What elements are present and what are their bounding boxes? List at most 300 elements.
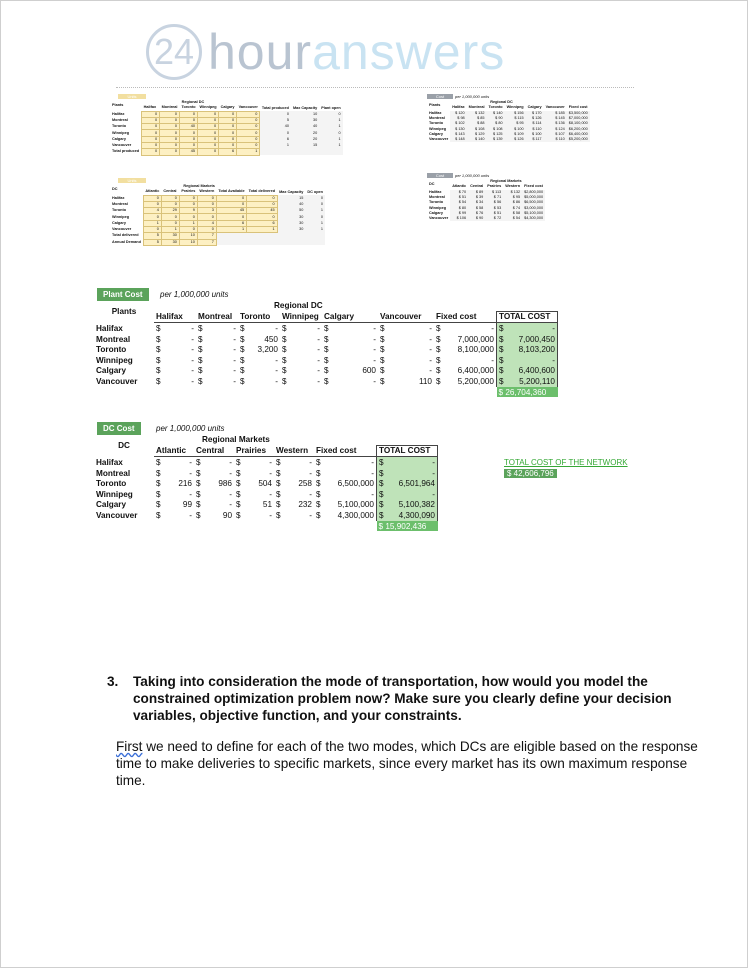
table-row <box>94 468 438 479</box>
table-row <box>94 510 438 521</box>
mini-cell: $4,300,000 <box>524 216 544 221</box>
mini-cell: $ 100 <box>526 132 544 137</box>
mini-cell: 20 <box>291 136 319 142</box>
currency-sign: $ <box>377 468 388 479</box>
mini-cell: 7 <box>197 233 216 239</box>
cost-cell: - <box>191 345 194 355</box>
currency-sign: $ <box>240 355 245 365</box>
mini-cell: $ 108 <box>467 126 487 131</box>
mini-cell: 0 <box>237 117 260 123</box>
mini-cell: $ 117 <box>526 137 544 142</box>
mini-cell: $5,100,000 <box>524 210 544 215</box>
mini-row-label: Calgary <box>429 131 443 136</box>
currency-sign: $ <box>316 489 321 499</box>
currency-sign: $ <box>282 376 287 386</box>
cost-cell: - <box>269 457 272 467</box>
mini-col-header: Central <box>470 184 484 189</box>
mini-cell: $ 129 <box>467 132 487 137</box>
cost-cell: - <box>269 510 272 520</box>
currency-sign: $ <box>276 500 281 510</box>
mini-cell: $ 126 <box>526 116 544 121</box>
mini-cell: 0 <box>179 227 197 233</box>
mini-col-header: Max Capacity <box>292 105 318 110</box>
mini-cell: $5,200,000 <box>568 137 588 142</box>
dc-cost-col-prairies: Prairies <box>234 445 274 457</box>
cost-cell: 7,000,000 <box>457 334 494 344</box>
mini-cell: $ 114 <box>526 121 544 126</box>
currency-sign: $ <box>377 489 388 500</box>
mini-cell: $3,500,000 <box>568 110 588 115</box>
cost-cell: 258 <box>298 479 312 489</box>
currency-sign: $ <box>156 468 161 478</box>
mini-cell: 45 <box>247 208 278 214</box>
mini-cell: 0 <box>237 124 260 130</box>
mini-cell: 0 <box>219 124 237 130</box>
mini-col-header: Vancouver <box>238 105 258 110</box>
cost-cell: 6,400,600 <box>508 366 558 377</box>
cost-cell: - <box>189 489 192 499</box>
cost-cell: - <box>189 457 192 467</box>
mini-cell: $6,500,000 <box>524 200 544 205</box>
mini-cell: $ 34 <box>468 200 485 205</box>
cost-cell: - <box>317 366 320 376</box>
mini-cell: $ 108 <box>487 126 505 131</box>
mini-col-header: Toronto <box>181 105 196 110</box>
mini-units-table-dc <box>110 184 325 246</box>
currency-sign: $ <box>240 334 245 344</box>
mini-cell: 0 <box>219 111 237 117</box>
mini-cell: 0 <box>142 149 160 155</box>
mini-cell: $ 90 <box>468 216 485 221</box>
row-label: Calgary <box>96 366 127 376</box>
currency-sign: $ <box>316 479 321 489</box>
currency-sign: $ <box>236 500 241 510</box>
currency-sign: $ <box>380 334 385 344</box>
mini-row-label: Montreal <box>112 201 128 206</box>
mini-cell: 0 <box>160 130 180 136</box>
mini-cell: $6,400,000 <box>568 131 588 136</box>
row-label: Montreal <box>96 334 131 344</box>
mini-cell: 0 <box>179 136 197 142</box>
plant-cost-col-total: TOTAL COST <box>497 311 558 323</box>
cost-cell: 232 <box>298 500 312 510</box>
mini-cell: 0 <box>160 111 180 117</box>
mini-col-header: Fixed cost <box>568 105 588 110</box>
mini-cell: 15 <box>277 195 305 201</box>
currency-sign: $ <box>316 468 321 478</box>
currency-sign: $ <box>497 344 508 355</box>
currency-sign: $ <box>497 366 508 377</box>
mini-row-label: Vancouver <box>112 227 132 232</box>
currency-sign: $ <box>276 479 281 489</box>
mini-cell: 30 <box>161 239 179 245</box>
network-total-value: $ 42,606,796 <box>504 469 557 478</box>
mini-cell: $ 72 <box>485 216 503 221</box>
currency-sign: $ <box>196 457 201 467</box>
cost-cell: - <box>309 468 312 478</box>
mini-col-header: Total Available <box>218 189 245 194</box>
mini-cell: 1 <box>179 220 197 226</box>
currency-sign: $ <box>436 323 441 333</box>
plant-cost-col-halifax: Halifax <box>154 311 196 323</box>
cost-cell: 5,200,110 <box>508 376 558 387</box>
mini-cell <box>319 149 342 155</box>
cost-cell: 51 <box>262 500 272 510</box>
mini-col-header: Calgary <box>527 105 542 110</box>
mini-cell: $ 136 <box>544 121 567 126</box>
cost-cell: - <box>269 489 272 499</box>
mini-cell: 1 <box>319 124 342 130</box>
currency-sign: $ <box>156 479 161 489</box>
mini-cell: $ 110 <box>526 126 544 131</box>
mini-cell: $ 76 <box>468 211 485 216</box>
currency-sign: $ <box>380 376 385 386</box>
currency-sign: $ <box>156 457 161 467</box>
row-label: Toronto <box>96 345 127 355</box>
dc-cost-col-central: Central <box>194 445 234 457</box>
cost-cell: 6,400,000 <box>457 366 494 376</box>
answer-text: we need to define for each of the two modes, which DCs are eligible based on the response time to make deliveries to specific markets, since every market has its own maximum response time. <box>116 739 698 788</box>
currency-sign: $ <box>156 334 161 344</box>
mini-cell: $ 54 <box>450 200 468 205</box>
cost-cell: 6,500,000 <box>337 479 374 489</box>
row-label: Calgary <box>96 500 127 510</box>
plant-cost-table <box>94 300 558 397</box>
mini-cost-table-plants <box>427 100 590 142</box>
currency-sign: $ <box>196 489 201 499</box>
cost-cell: - <box>373 345 376 355</box>
mini-cell: 10 <box>291 111 319 117</box>
currency-sign: $ <box>316 510 321 520</box>
plant-cost-col-montreal: Montreal <box>196 311 238 323</box>
cost-cell: - <box>388 468 438 479</box>
mini-cell: $ 102 <box>450 121 466 126</box>
cost-cell: - <box>233 334 236 344</box>
mini-cell: 6 <box>247 220 278 226</box>
mini-cell: 40 <box>277 201 305 207</box>
mini-cell: $ 86 <box>503 200 522 205</box>
network-total <box>504 458 628 478</box>
mini-cell: $ 156 <box>505 111 526 116</box>
mini-col-header: Central <box>163 189 177 194</box>
mini-cell: $ 89 <box>468 190 485 195</box>
cost-cell: - <box>429 323 432 333</box>
currency-sign: $ <box>380 355 385 365</box>
mini-cell: 1 <box>237 149 260 155</box>
mini-row-label: Montreal <box>429 115 445 120</box>
mini-group-header: Regional DC <box>490 100 513 105</box>
mini-cell: 6 <box>260 136 291 142</box>
cost-cell: - <box>309 489 312 499</box>
mini-col-header: Plant open <box>321 105 341 110</box>
currency-sign: $ <box>497 355 508 366</box>
currency-sign: $ <box>377 457 388 468</box>
currency-sign: $ <box>196 500 201 510</box>
mini-cell: 0 <box>160 124 180 130</box>
mini-cell: 45 <box>216 208 246 214</box>
cost-cell: - <box>373 355 376 365</box>
mini-cell: $ 110 <box>544 137 567 142</box>
cost-cell: - <box>275 376 278 386</box>
currency-sign: $ <box>236 489 241 499</box>
currency-sign: $ <box>436 334 441 344</box>
currency-sign: $ <box>196 510 201 520</box>
mini-cell: 5 <box>143 239 161 245</box>
dc-cost-col-western: Western <box>274 445 314 457</box>
mini-cell: $ 107 <box>544 132 567 137</box>
cost-cell: - <box>429 355 432 365</box>
mini-cell: 50 <box>277 208 305 214</box>
mini-cell: 0 <box>143 195 161 201</box>
cost-cell: - <box>317 355 320 365</box>
cost-cell: - <box>508 355 558 366</box>
currency-sign: $ <box>156 366 161 376</box>
cost-cell: 3,200 <box>257 345 278 355</box>
cost-cell: - <box>275 355 278 365</box>
cost-cell: - <box>429 366 432 376</box>
mini-cell: 0 <box>305 201 325 207</box>
mini-cell: 0 <box>161 195 179 201</box>
cost-cell: - <box>229 500 232 510</box>
mini-group-header: Regional Markets <box>490 179 522 184</box>
cost-cell: - <box>189 510 192 520</box>
mini-col-header: Montreal <box>468 105 485 110</box>
cost-cell: - <box>229 468 232 478</box>
mini-col-header: Halifax <box>143 105 157 110</box>
cost-cell: 600 <box>362 366 376 376</box>
mini-cell: $ 106 <box>450 216 468 221</box>
mini-cell: $ 58 <box>468 205 485 210</box>
table-row <box>94 500 438 511</box>
cost-cell: 99 <box>182 500 192 510</box>
currency-sign: $ <box>236 468 241 478</box>
cost-cell: - <box>373 334 376 344</box>
mini-cell: 0 <box>142 136 160 142</box>
plant-cost-units: per 1,000,000 units <box>160 290 229 299</box>
mini-col-header: Total produced <box>261 105 289 110</box>
mini-cell: 0 <box>179 117 197 123</box>
mini-cell: $ 88 <box>467 121 487 126</box>
currency-sign: $ <box>282 366 287 376</box>
mini-cell: 0 <box>305 214 325 220</box>
mini-row-label: Annual Demand <box>112 239 141 244</box>
mini-rows-label: DC <box>429 181 435 186</box>
mini-cell: $ 54 <box>503 216 522 221</box>
mini-col-header: Western <box>505 184 521 189</box>
mini-cell: 0 <box>198 136 219 142</box>
cost-cell: 5,100,382 <box>388 500 438 511</box>
mini-cell <box>291 149 319 155</box>
mini-cell: $ 145 <box>544 116 567 121</box>
currency-sign: $ <box>240 366 245 376</box>
currency-sign: $ <box>156 500 161 510</box>
mini-cell: $ 53 <box>485 205 503 210</box>
currency-sign: $ <box>324 355 329 365</box>
currency-sign: $ <box>198 366 203 376</box>
currency-sign: $ <box>156 345 161 355</box>
cost-cell: - <box>191 334 194 344</box>
cost-cell: - <box>269 468 272 478</box>
mini-cell: 5 <box>143 233 161 239</box>
cost-cell: 450 <box>264 334 278 344</box>
currency-sign: $ <box>497 376 508 387</box>
mini-cell: $ 98 <box>450 116 466 121</box>
mini-col-header: Halifax <box>452 105 465 110</box>
mini-cell: $ 95 <box>503 195 522 200</box>
mini-col-header: Fixed cost <box>524 184 543 189</box>
mini-cell: 0 <box>319 130 342 136</box>
mini-cell: 40 <box>179 124 197 130</box>
currency-sign: $ <box>380 366 385 376</box>
cost-cell: - <box>491 323 494 333</box>
currency-sign: $ <box>198 355 203 365</box>
mini-col-header: Vancouver <box>545 105 565 110</box>
mini-cell: $ 39 <box>468 195 485 200</box>
mini-cell: $ 130 <box>450 126 466 131</box>
table-row <box>94 478 438 489</box>
mini-row-label: Halifax <box>429 189 442 194</box>
mini-row-label: Total produced <box>112 149 140 154</box>
mini-units-label: Units <box>118 94 146 99</box>
mini-cell: 20 <box>291 130 319 136</box>
mini-cell: 0 <box>143 214 161 220</box>
mini-cell: 0 <box>179 195 197 201</box>
currency-sign: $ <box>282 334 287 344</box>
mini-col-header: Max Capacity <box>279 189 304 194</box>
cost-cell: - <box>309 457 312 467</box>
mini-row <box>110 239 325 245</box>
mini-cell: $ 124 <box>544 126 567 131</box>
row-label: Halifax <box>96 323 123 333</box>
currency-sign: $ <box>282 355 287 365</box>
mini-cell: $ 70 <box>450 190 468 195</box>
logo-number: 24 <box>146 24 202 80</box>
currency-sign: $ <box>377 478 388 489</box>
cost-cell: 7,000,450 <box>508 334 558 345</box>
mini-cell: 0 <box>247 201 278 207</box>
mini-cell: $ 99 <box>450 211 468 216</box>
cost-cell: 6,501,964 <box>388 478 438 489</box>
cost-cell: - <box>275 366 278 376</box>
mini-row-label: Toronto <box>429 121 444 126</box>
currency-sign: $ <box>196 468 201 478</box>
mini-cell: 1 <box>305 220 325 226</box>
mini-cell: $ 132 <box>467 111 487 116</box>
cost-cell: 4,300,000 <box>337 510 374 520</box>
mini-row-label: Winnipeg <box>429 205 447 210</box>
mini-cell: 0 <box>260 111 291 117</box>
mini-cell: 30 <box>277 214 305 220</box>
mini-cell: 10 <box>179 239 197 245</box>
mini-cell: 1 <box>143 220 161 226</box>
mini-cell: 0 <box>179 143 197 149</box>
mini-cell: $ 71 <box>485 195 503 200</box>
mini-col-header: Atlantic <box>452 184 467 189</box>
mini-cell: $6,200,000 <box>568 126 588 131</box>
dc-cost-col-total: TOTAL COST <box>377 445 438 457</box>
mini-cell: $8,100,000 <box>568 121 588 126</box>
currency-sign: $ <box>436 345 441 355</box>
mini-cell: $3,000,000 <box>524 205 544 210</box>
mini-cell: 1 <box>319 143 342 149</box>
mini-cell: 0 <box>198 143 219 149</box>
cost-cell: - <box>191 376 194 386</box>
cost-cell: - <box>388 457 438 468</box>
currency-sign: $ <box>198 376 203 386</box>
cost-cell: 5,200,000 <box>457 376 494 386</box>
cost-cell: - <box>275 323 278 333</box>
mini-row-label: Toronto <box>112 208 127 213</box>
plant-cost-col-vancouver: Vancouver <box>378 311 434 323</box>
mini-row-label: Vancouver <box>112 143 132 148</box>
mini-cell: 0 <box>161 201 179 207</box>
mini-cell: $ 140 <box>467 137 487 142</box>
plant-cost-col-fixed: Fixed cost <box>434 311 497 323</box>
mini-cell: $ 85 <box>467 116 487 121</box>
mini-cell: 0 <box>219 143 237 149</box>
mini-cell: $2,800,000 <box>524 189 544 194</box>
dc-cost-col-fixed: Fixed cost <box>314 445 377 457</box>
cost-cell: 216 <box>178 479 192 489</box>
mini-cell: 30 <box>277 227 305 233</box>
mini-cell: 0 <box>142 124 160 130</box>
mini-col-header: Toronto <box>488 105 503 110</box>
cost-cell: - <box>191 366 194 376</box>
mini-cell: $ 125 <box>487 132 505 137</box>
mini-cell: 30 <box>277 220 305 226</box>
currency-sign: $ <box>380 323 385 333</box>
cost-cell: - <box>317 345 320 355</box>
cost-cell: - <box>429 334 432 344</box>
dc-cost-tag: DC Cost <box>97 422 141 435</box>
plant-cost-rows-label: Plants <box>111 306 137 316</box>
currency-sign: $ <box>497 323 508 334</box>
cost-cell: - <box>233 345 236 355</box>
cost-cell: - <box>373 376 376 386</box>
cost-cell: - <box>371 457 374 467</box>
mini-cell: $ 115 <box>505 116 526 121</box>
currency-sign: $ <box>240 323 245 333</box>
mini-cost-label: Cost <box>427 94 453 99</box>
mini-rows-label: Plants <box>112 102 124 107</box>
plant-cost-col-calgary: Calgary <box>322 311 378 323</box>
mini-row <box>110 149 343 155</box>
mini-cell <box>247 239 278 245</box>
mini-col-header: Total delivered <box>248 189 276 194</box>
mini-cell: $ 170 <box>526 111 544 116</box>
mini-cell: 1 <box>319 117 342 123</box>
network-total-label: TOTAL COST OF THE NETWORK <box>504 458 628 467</box>
cost-cell: - <box>371 489 374 499</box>
currency-sign: $ <box>276 457 281 467</box>
mini-row <box>427 216 545 221</box>
mini-row-label: Calgary <box>429 210 443 215</box>
mini-row-label: Calgary <box>112 136 126 141</box>
mini-cell: 0 <box>237 143 260 149</box>
table-row <box>94 376 558 387</box>
mini-cell: $ 51 <box>485 211 503 216</box>
currency-sign: $ <box>156 489 161 499</box>
mini-group-header: Regional Markets <box>183 184 215 189</box>
row-label: Vancouver <box>96 510 138 520</box>
mini-cell: 5 <box>260 117 291 123</box>
mini-cell: 4 <box>197 220 216 226</box>
dc-cost-rows-label: DC <box>118 440 130 450</box>
question-number: 3. <box>107 674 119 689</box>
mini-cell: 0 <box>197 227 216 233</box>
mini-cell: 0 <box>216 214 246 220</box>
table-row <box>94 344 558 355</box>
